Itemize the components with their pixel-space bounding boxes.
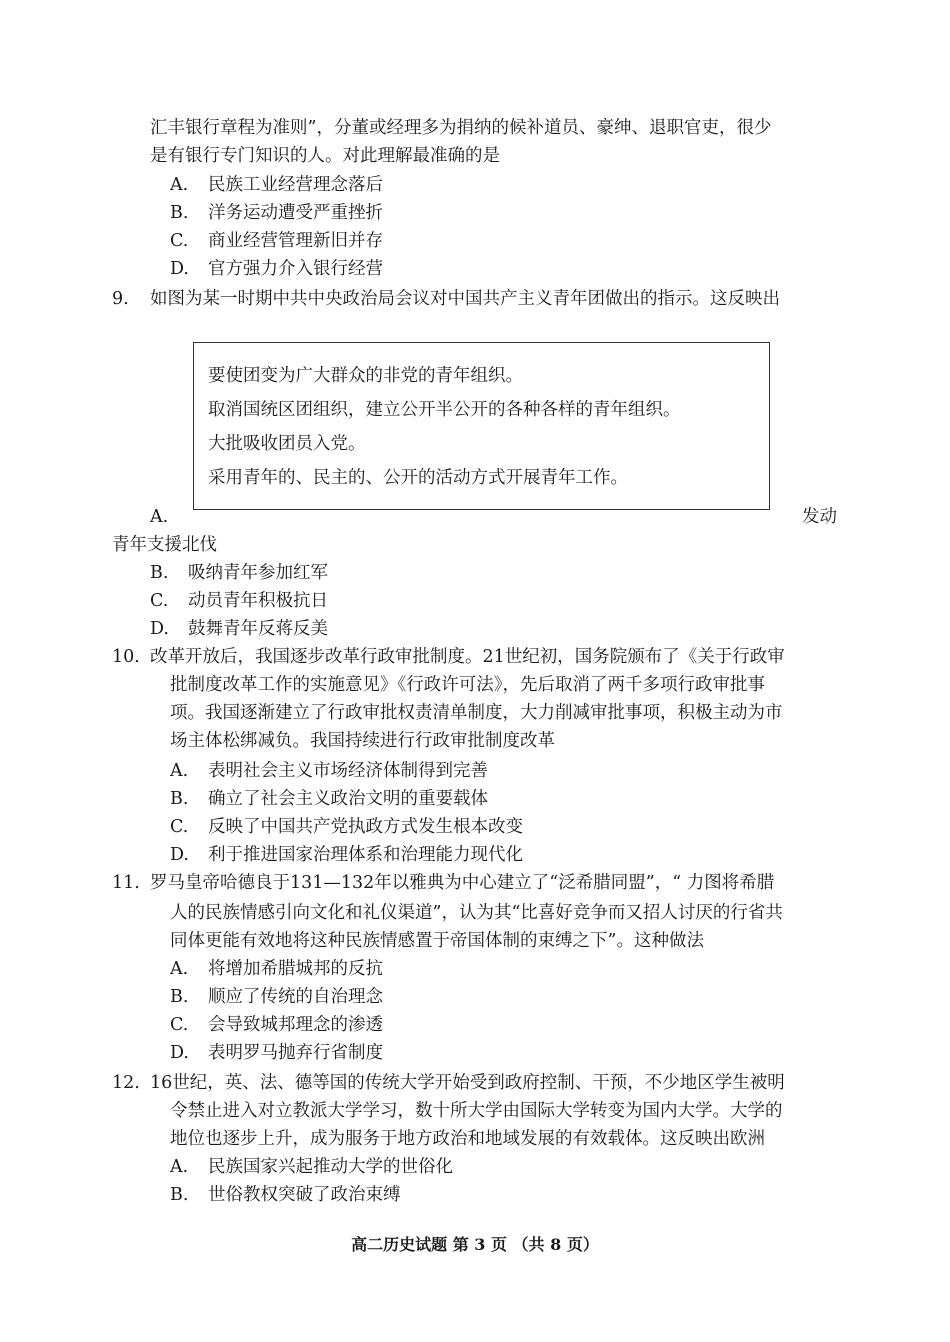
q10-option-d-label: D.	[170, 845, 189, 865]
q12-option-b: 世俗教权突破了政治束缚	[208, 1185, 401, 1205]
q9-box-line-2: 取消国统区团组织，建立公开半公开的各种各样的青年组织。	[208, 400, 681, 420]
q8-line-1: 汇丰银行章程为准则”，分董或经理多为捐纳的候补道员、豪绅、退职官吏，很少	[150, 118, 772, 138]
q11-line-2: 人的民族情感引向文化和礼仪渠道”，认为其“比喜好竞争而又招人讨厌的行省共	[170, 903, 783, 923]
q8-option-c: 商业经营管理新旧并存	[208, 231, 383, 251]
q8-option-b: 洋务运动遭受严重挫折	[208, 203, 383, 223]
page-footer: 高二历史试题 第 3 页 （共 8 页）	[351, 1235, 599, 1254]
q9-option-b: 吸纳青年参加红军	[188, 563, 328, 583]
q8-option-d-label: D.	[170, 259, 189, 279]
q10-option-a-label: A.	[170, 761, 189, 781]
q10-line-1: 改革开放后，我国逐步改革行政审批制度。21世纪初，国务院颁布了《关于行政审	[150, 647, 785, 667]
q12-option-a-label: A.	[170, 1157, 189, 1177]
q10-option-c-label: C.	[170, 817, 189, 837]
q11-option-c-label: C.	[170, 1015, 189, 1035]
q8-option-c-label: C.	[170, 231, 189, 251]
q9-option-b-label: B.	[150, 563, 169, 583]
q9-number: 9.	[112, 289, 129, 309]
q10-line-3: 项。我国逐渐建立了行政审批权责清单制度，大力削减审批事项，积极主动为市	[170, 703, 783, 723]
q10-number: 10.	[112, 647, 140, 667]
q10-option-c: 反映了中国共产党执政方式发生根本改变	[208, 817, 523, 837]
q11-line-3: 同体更能有效地将这种民族情感置于帝国体制的束缚之下”。这种做法	[170, 931, 704, 951]
q11-option-a-label: A.	[170, 959, 189, 979]
q8-option-a-label: A.	[170, 175, 189, 195]
q9-instruction-box	[193, 342, 770, 510]
q10-line-2: 批制度改革工作的实施意见》《行政许可法》，先后取消了两千多项行政审批事	[170, 675, 765, 695]
q10-option-a: 表明社会主义市场经济体制得到完善	[208, 761, 488, 781]
q12-option-a: 民族国家兴起推动大学的世俗化	[208, 1157, 453, 1177]
q8-line-2: 是有银行专门知识的人。对此理解最准确的是	[150, 146, 500, 166]
q11-line-1: 罗马皇帝哈德良于131—132年以雅典为中心建立了“泛希腊同盟”，“ 力图将希腊	[150, 873, 775, 893]
q9-option-a-start: 发动	[802, 507, 837, 527]
q10-option-d: 利于推进国家治理体系和治理能力现代化	[208, 845, 523, 865]
q10-option-b: 确立了社会主义政治文明的重要载体	[208, 789, 488, 809]
q12-option-b-label: B.	[170, 1185, 189, 1205]
q9-box-line-1: 要使团变为广大群众的非党的青年组织。	[208, 366, 523, 386]
q9-box-line-3: 大批吸收团员入党。	[208, 434, 366, 454]
q12-line-1: 16世纪，英、法、德等国的传统大学开始受到政府控制、干预，不少地区学生被明	[150, 1073, 785, 1093]
q12-number: 12.	[112, 1073, 140, 1093]
q9-option-d-label: D.	[150, 619, 169, 639]
q11-option-b: 顺应了传统的自治理念	[208, 987, 383, 1007]
q12-line-3: 地位也逐步上升，成为服务于地方政治和地域发展的有效载体。这反映出欧洲	[170, 1129, 765, 1149]
q8-option-b-label: B.	[170, 203, 189, 223]
q9-option-a-cont: 青年支援北伐	[112, 535, 217, 555]
q10-option-b-label: B.	[170, 789, 189, 809]
q11-option-d: 表明罗马抛弃行省制度	[208, 1043, 383, 1063]
q9-stem: 如图为某一时期中共中央政治局会议对中国共产主义青年团做出的指示。这反映出	[150, 289, 780, 309]
q9-box-line-4: 采用青年的、民主的、公开的活动方式开展青年工作。	[208, 468, 628, 488]
q8-option-a: 民族工业经营理念落后	[208, 175, 383, 195]
q10-line-4: 场主体松绑减负。我国持续进行行政审批制度改革	[170, 731, 555, 751]
q9-option-c: 动员青年积极抗日	[188, 591, 328, 611]
q9-option-c-label: C.	[150, 591, 169, 611]
q11-option-a: 将增加希腊城邦的反抗	[208, 959, 383, 979]
q9-option-a-label: A.	[150, 507, 169, 527]
q11-option-b-label: B.	[170, 987, 189, 1007]
q9-option-d: 鼓舞青年反蒋反美	[188, 619, 328, 639]
q8-option-d: 官方强力介入银行经营	[208, 259, 383, 279]
q12-line-2: 令禁止进入对立教派大学学习，数十所大学由国际大学转变为国内大学。大学的	[170, 1101, 783, 1121]
q11-option-d-label: D.	[170, 1043, 189, 1063]
q11-option-c: 会导致城邦理念的渗透	[208, 1015, 383, 1035]
q11-number: 11.	[112, 873, 140, 893]
